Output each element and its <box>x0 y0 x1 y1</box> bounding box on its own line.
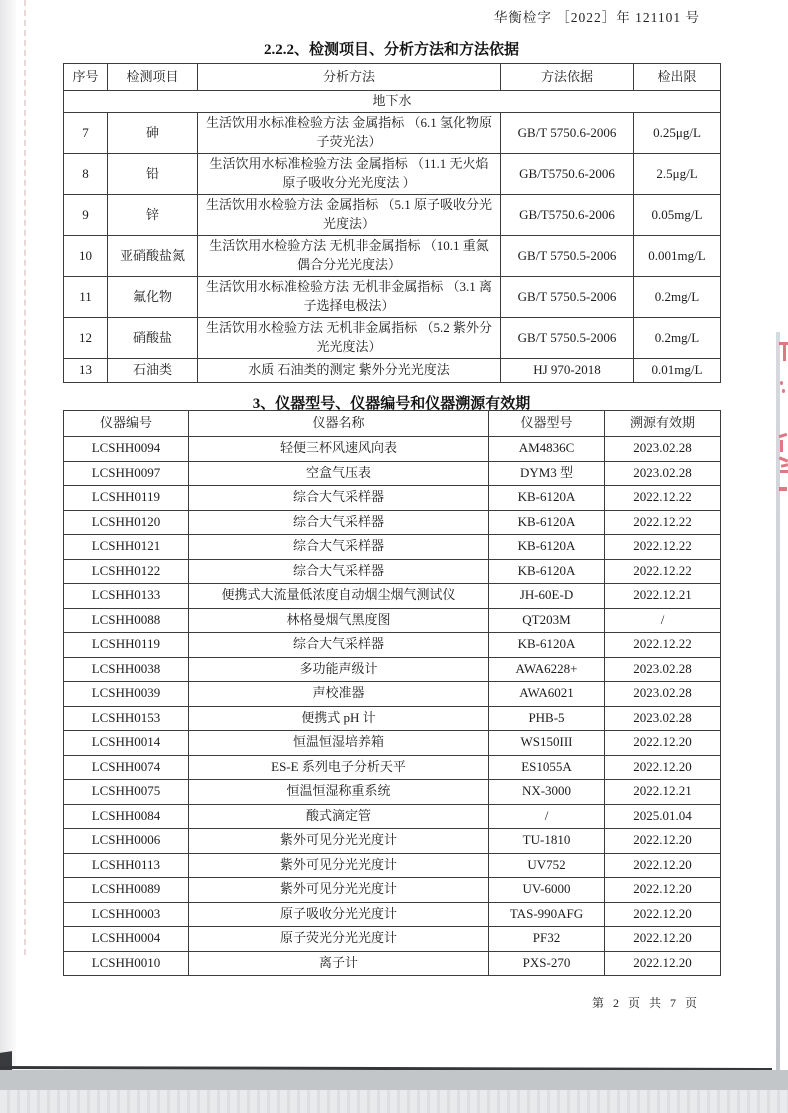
table-row <box>64 829 721 854</box>
table-cell: 2022.12.20 <box>605 902 721 927</box>
table-cell: 2023.02.28 <box>605 682 721 707</box>
seal-fragment <box>781 463 788 468</box>
table-cell: 8 <box>64 154 108 195</box>
table-cell: ES-E 系列电子分析天平 <box>189 755 489 780</box>
table-cell: WS150III <box>489 731 605 756</box>
header-cell: 检出限 <box>634 64 721 91</box>
methods-table <box>63 63 721 383</box>
table-row <box>64 731 721 756</box>
table-cell: LCSHH0089 <box>64 878 189 903</box>
group-row <box>64 91 721 113</box>
table-cell: 砷 <box>108 113 198 154</box>
table-cell: 锌 <box>108 195 198 236</box>
table-row <box>64 318 721 359</box>
table-cell: 2022.12.20 <box>605 927 721 952</box>
table-row <box>64 608 721 633</box>
scan-left-edge <box>0 0 16 1113</box>
table-cell: 2025.01.04 <box>605 804 721 829</box>
table-row <box>64 113 721 154</box>
header-cell: 序号 <box>64 64 108 91</box>
table-cell: GB/T 5750.6-2006 <box>501 113 634 154</box>
table-row <box>64 878 721 903</box>
table-cell: 11 <box>64 277 108 318</box>
table-cell: 2023.02.28 <box>605 706 721 731</box>
table-row <box>64 510 721 535</box>
group-cell: 地下水 <box>64 91 721 113</box>
table-cell: LCSHH0119 <box>64 633 189 658</box>
table-cell: 水质 石油类的测定 紫外分光光度法 <box>198 359 501 383</box>
table-cell: 生活饮用水检验方法 金属指标 （5.1 原子吸收分光光度法） <box>198 195 501 236</box>
seal-fragment <box>779 433 788 438</box>
table-cell: 2022.12.20 <box>605 829 721 854</box>
table-cell: 生活饮用水检验方法 无机非金属指标 （10.1 重氮偶合分光光度法） <box>198 236 501 277</box>
seal-fragment <box>779 487 787 491</box>
table-cell: GB/T5750.6-2006 <box>501 195 634 236</box>
table-cell: 0.2mg/L <box>634 318 721 359</box>
table-cell: LCSHH0006 <box>64 829 189 854</box>
table-cell: KB-6120A <box>489 535 605 560</box>
table-cell: 13 <box>64 359 108 383</box>
table-cell: LCSHH0010 <box>64 951 189 976</box>
table-row <box>64 780 721 805</box>
table-cell: 空盒气压表 <box>189 461 489 486</box>
table-cell: 声校准器 <box>189 682 489 707</box>
table-cell: LCSHH0038 <box>64 657 189 682</box>
table-row <box>64 706 721 731</box>
page-fold-dashed-line <box>24 0 26 955</box>
page-footer: 第 2 页 共 7 页 <box>591 996 700 1010</box>
table-row <box>64 927 721 952</box>
table-row <box>64 657 721 682</box>
table-cell: LCSHH0122 <box>64 559 189 584</box>
table-cell: 0.2mg/L <box>634 277 721 318</box>
table-cell: GB/T 5750.5-2006 <box>501 277 634 318</box>
table-cell: 离子计 <box>189 951 489 976</box>
table-cell: 2022.12.22 <box>605 510 721 535</box>
table-row <box>64 682 721 707</box>
table-cell: 2022.12.22 <box>605 559 721 584</box>
table-cell: 恒温恒湿培养箱 <box>189 731 489 756</box>
table-cell: 紫外可见分光光度计 <box>189 878 489 903</box>
table-row <box>64 154 721 195</box>
scan-bottom-band <box>0 1070 788 1090</box>
header-cell: 方法依据 <box>501 64 634 91</box>
table-row <box>64 633 721 658</box>
table-cell: 9 <box>64 195 108 236</box>
table-cell: 2022.12.20 <box>605 878 721 903</box>
table-cell: AWA6228+ <box>489 657 605 682</box>
table-header-row <box>64 64 721 91</box>
table-cell: LCSHH0094 <box>64 437 189 462</box>
table-cell: 综合大气采样器 <box>189 535 489 560</box>
table-cell: LCSHH0004 <box>64 927 189 952</box>
table-cell: 2022.12.22 <box>605 633 721 658</box>
methods-table-body <box>64 91 721 383</box>
table-cell: 12 <box>64 318 108 359</box>
table-cell: LCSHH0074 <box>64 755 189 780</box>
table-cell: ES1055A <box>489 755 605 780</box>
header-cell: 溯源有效期 <box>605 411 721 437</box>
table-cell: 2022.12.21 <box>605 780 721 805</box>
table-row <box>64 236 721 277</box>
table-row <box>64 437 721 462</box>
table-cell: LCSHH0119 <box>64 486 189 511</box>
table-cell: 硝酸盐 <box>108 318 198 359</box>
table-cell: JH-60E-D <box>489 584 605 609</box>
table-cell: AWA6021 <box>489 682 605 707</box>
seal-fragment <box>783 345 786 361</box>
table-cell: 2022.12.20 <box>605 731 721 756</box>
seal-fragment <box>779 456 788 462</box>
table-cell: 7 <box>64 113 108 154</box>
table-cell: 综合大气采样器 <box>189 510 489 535</box>
table-cell: / <box>605 608 721 633</box>
table-cell: 原子吸收分光光度计 <box>189 902 489 927</box>
table-cell: LCSHH0133 <box>64 584 189 609</box>
table-cell: UV752 <box>489 853 605 878</box>
table-cell: LCSHH0097 <box>64 461 189 486</box>
table-cell: GB/T 5750.5-2006 <box>501 318 634 359</box>
table-cell: 生活饮用水检验方法 无机非金属指标 （5.2 紫外分光光度法） <box>198 318 501 359</box>
table-cell: 综合大气采样器 <box>189 633 489 658</box>
header-cell: 仪器编号 <box>64 411 189 437</box>
table-cell: KB-6120A <box>489 559 605 584</box>
table-cell: TU-1810 <box>489 829 605 854</box>
table-cell: PHB-5 <box>489 706 605 731</box>
table-cell: 2022.12.22 <box>605 486 721 511</box>
table-row <box>64 359 721 383</box>
table-cell: 紫外可见分光光度计 <box>189 853 489 878</box>
table-cell: PF32 <box>489 927 605 952</box>
table-row <box>64 277 721 318</box>
table-cell: 2022.12.21 <box>605 584 721 609</box>
section-title-instruments: 3、仪器型号、仪器编号和仪器溯源有效期 <box>252 396 531 412</box>
table-cell: 生活饮用水标准检验方法 金属指标 （11.1 无火焰原子吸收分光光度法 ） <box>198 154 501 195</box>
table-cell: 2.5μg/L <box>634 154 721 195</box>
table-cell: 2022.12.20 <box>605 853 721 878</box>
seal-fragment <box>780 381 783 385</box>
table-cell: 生活饮用水标准检验方法 无机非金属指标 （3.1 离子选择电极法） <box>198 277 501 318</box>
table-row <box>64 584 721 609</box>
table-cell: LCSHH0120 <box>64 510 189 535</box>
table-cell: LCSHH0014 <box>64 731 189 756</box>
table-cell: LCSHH0121 <box>64 535 189 560</box>
scan-next-page-strip <box>0 1090 788 1113</box>
table-cell: 原子荧光分光光度计 <box>189 927 489 952</box>
table-cell: LCSHH0088 <box>64 608 189 633</box>
header-cell: 分析方法 <box>198 64 501 91</box>
instruments-table-body <box>64 437 721 976</box>
seal-fragment <box>780 470 788 473</box>
document-number: 华衡检字 ［2022］年 121101 号 <box>493 10 700 25</box>
table-row <box>64 902 721 927</box>
table-cell: 0.05mg/L <box>634 195 721 236</box>
table-cell: 恒温恒湿称重系统 <box>189 780 489 805</box>
table-cell: 便携式 pH 计 <box>189 706 489 731</box>
table-cell: 亚硝酸盐氮 <box>108 236 198 277</box>
table-cell: HJ 970-2018 <box>501 359 634 383</box>
seal-fragment <box>780 440 783 452</box>
table-cell: UV-6000 <box>489 878 605 903</box>
table-cell: 2023.02.28 <box>605 657 721 682</box>
table-cell: 2022.12.20 <box>605 755 721 780</box>
table-cell: GB/T5750.6-2006 <box>501 154 634 195</box>
table-cell: 2023.02.28 <box>605 461 721 486</box>
table-row <box>64 755 721 780</box>
table-cell: LCSHH0113 <box>64 853 189 878</box>
table-cell: 2022.12.22 <box>605 535 721 560</box>
table-cell: 10 <box>64 236 108 277</box>
table-row <box>64 951 721 976</box>
table-cell: 紫外可见分光光度计 <box>189 829 489 854</box>
table-row <box>64 853 721 878</box>
table-cell: 2023.02.28 <box>605 437 721 462</box>
table-row <box>64 804 721 829</box>
table-cell: GB/T 5750.5-2006 <box>501 236 634 277</box>
table-cell: LCSHH0084 <box>64 804 189 829</box>
table-cell: 生活饮用水标准检验方法 金属指标 （6.1 氢化物原子荧光法） <box>198 113 501 154</box>
table-cell: KB-6120A <box>489 510 605 535</box>
table-cell: LCSHH0003 <box>64 902 189 927</box>
table-cell: 轻便三杯风速风向表 <box>189 437 489 462</box>
table-header-row <box>64 411 721 437</box>
table-row <box>64 461 721 486</box>
table-cell: 综合大气采样器 <box>189 559 489 584</box>
table-cell: 石油类 <box>108 359 198 383</box>
table-row <box>64 559 721 584</box>
table-cell: TAS-990AFG <box>489 902 605 927</box>
methods-table-header <box>64 64 721 91</box>
table-cell: PXS-270 <box>489 951 605 976</box>
seal-fragment <box>782 389 785 393</box>
table-cell: QT203M <box>489 608 605 633</box>
table-cell: 酸式滴定管 <box>189 804 489 829</box>
table-cell: LCSHH0153 <box>64 706 189 731</box>
table-cell: 铅 <box>108 154 198 195</box>
header-cell: 仪器名称 <box>189 411 489 437</box>
header-cell: 检测项目 <box>108 64 198 91</box>
table-cell: LCSHH0039 <box>64 682 189 707</box>
table-cell: 多功能声级计 <box>189 657 489 682</box>
table-row <box>64 535 721 560</box>
table-cell: 氟化物 <box>108 277 198 318</box>
table-cell: 0.01mg/L <box>634 359 721 383</box>
section-title-methods: 2.2.2、检测项目、分析方法和方法依据 <box>263 42 519 58</box>
table-cell: KB-6120A <box>489 486 605 511</box>
table-cell: KB-6120A <box>489 633 605 658</box>
table-cell: 0.25μg/L <box>634 113 721 154</box>
table-cell: / <box>489 804 605 829</box>
table-cell: 2022.12.20 <box>605 951 721 976</box>
table-cell: LCSHH0075 <box>64 780 189 805</box>
table-cell: 便携式大流量低浓度自动烟尘烟气测试仪 <box>189 584 489 609</box>
table-row <box>64 486 721 511</box>
instruments-table-header <box>64 411 721 437</box>
table-cell: 综合大气采样器 <box>189 486 489 511</box>
table-row <box>64 195 721 236</box>
table-cell: NX-3000 <box>489 780 605 805</box>
table-cell: 林格曼烟气黑度图 <box>189 608 489 633</box>
table-cell: DYM3 型 <box>489 461 605 486</box>
table-cell: AM4836C <box>489 437 605 462</box>
header-cell: 仪器型号 <box>489 411 605 437</box>
table-cell: 0.001mg/L <box>634 236 721 277</box>
instruments-table <box>63 410 721 976</box>
